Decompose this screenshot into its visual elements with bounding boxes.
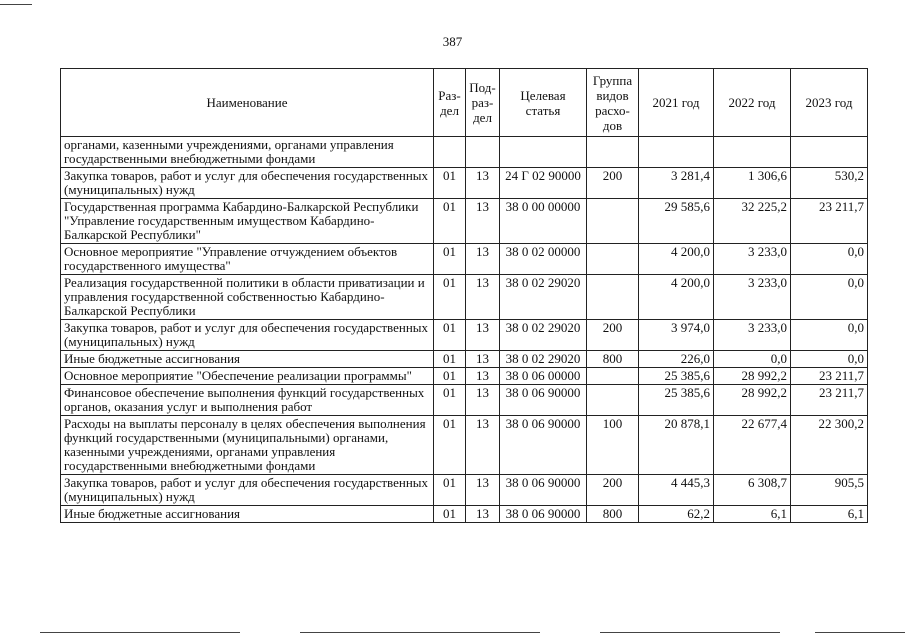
row-section-cell: 01	[434, 368, 466, 385]
row-target-cell: 38 0 06 90000	[500, 475, 587, 506]
table-row	[61, 168, 868, 199]
row-name-cell: Расходы на выплаты персоналу в целях обеспечения выполнения функций государственными (муниципальными) органами, казенными учреждениями, органами управления государственными внебюджетными фондами	[61, 416, 434, 475]
row-target-cell: 38 0 02 29020	[500, 320, 587, 351]
page-number: 387	[442, 34, 463, 49]
row-group-cell: 200	[587, 168, 639, 199]
row-2021-cell: 4 200,0	[639, 275, 714, 320]
row-2023-cell	[791, 137, 868, 168]
table-row	[61, 416, 868, 475]
row-name-cell: Финансовое обеспечение выполнения функций государственных органов, оказания услуг и выполнения работ	[61, 385, 434, 416]
row-name-cell: Государственная программа Кабардино-Балкарской Республики "Управление государственным имуществом Кабардино-Балкарской Республики"	[61, 199, 434, 244]
row-target-cell: 38 0 06 90000	[500, 506, 587, 523]
row-subsection-cell: 13	[466, 199, 500, 244]
table-row	[61, 244, 868, 275]
budget-table	[60, 68, 868, 523]
row-2022-cell: 3 233,0	[714, 244, 791, 275]
table-row	[61, 506, 868, 523]
row-section-cell: 01	[434, 199, 466, 244]
row-subsection-cell: 13	[466, 416, 500, 475]
row-subsection-cell: 13	[466, 244, 500, 275]
row-name-cell: органами, казенными учреждениями, органами управления государственными внебюджетными фондами	[61, 137, 434, 168]
table-row	[61, 137, 868, 168]
row-2021-cell: 3 281,4	[639, 168, 714, 199]
row-2022-cell: 22 677,4	[714, 416, 791, 475]
row-subsection-cell: 13	[466, 385, 500, 416]
row-name-cell: Основное мероприятие "Управление отчуждением объектов государственного имущества"	[61, 244, 434, 275]
row-section-cell: 01	[434, 385, 466, 416]
row-group-cell	[587, 275, 639, 320]
row-target-cell: 38 0 02 29020	[500, 275, 587, 320]
row-2023-cell: 0,0	[791, 275, 868, 320]
row-group-cell	[587, 385, 639, 416]
row-2023-cell: 0,0	[791, 320, 868, 351]
row-target-cell: 38 0 02 00000	[500, 244, 587, 275]
row-section-cell: 01	[434, 506, 466, 523]
row-subsection-cell: 13	[466, 275, 500, 320]
row-2022-cell: 3 233,0	[714, 320, 791, 351]
row-group-cell: 800	[587, 351, 639, 368]
row-name-cell: Закупка товаров, работ и услуг для обеспечения государственных (муниципальных) нужд	[61, 475, 434, 506]
row-target-cell	[500, 137, 587, 168]
row-name-cell: Реализация государственной политики в области приватизации и управления государственной собственностью Кабардино-Балкарской Республики	[61, 275, 434, 320]
row-group-cell	[587, 368, 639, 385]
row-target-cell: 38 0 06 90000	[500, 385, 587, 416]
table-row	[61, 199, 868, 244]
row-2022-cell: 28 992,2	[714, 368, 791, 385]
scan-artifact-top-left	[0, 4, 32, 5]
row-2021-cell: 4 200,0	[639, 244, 714, 275]
row-name-cell: Закупка товаров, работ и услуг для обеспечения государственных (муниципальных) нужд	[61, 320, 434, 351]
row-2021-cell: 62,2	[639, 506, 714, 523]
table-row	[61, 385, 868, 416]
row-section-cell: 01	[434, 416, 466, 475]
row-name-cell: Основное мероприятие "Обеспечение реализации программы"	[61, 368, 434, 385]
row-2022-cell: 6 308,7	[714, 475, 791, 506]
row-target-cell: 38 0 00 00000	[500, 199, 587, 244]
row-2021-cell: 25 385,6	[639, 368, 714, 385]
scan-artifact-bottom	[40, 632, 240, 633]
row-section-cell: 01	[434, 351, 466, 368]
row-target-cell: 38 0 06 90000	[500, 416, 587, 475]
row-2022-cell: 6,1	[714, 506, 791, 523]
row-group-cell: 200	[587, 475, 639, 506]
row-subsection-cell: 13	[466, 320, 500, 351]
header-2022: 2022 год	[714, 69, 791, 137]
row-2021-cell: 4 445,3	[639, 475, 714, 506]
header-row	[61, 69, 868, 137]
row-2021-cell	[639, 137, 714, 168]
header-target: Целевая статья	[500, 69, 587, 137]
row-section-cell: 01	[434, 475, 466, 506]
row-subsection-cell	[466, 137, 500, 168]
row-2023-cell: 530,2	[791, 168, 868, 199]
row-2023-cell: 6,1	[791, 506, 868, 523]
table-body	[61, 137, 868, 523]
row-2022-cell: 28 992,2	[714, 385, 791, 416]
table-row	[61, 351, 868, 368]
row-2023-cell: 0,0	[791, 244, 868, 275]
table-row	[61, 368, 868, 385]
header-subsection: Под-раз-дел	[466, 69, 500, 137]
row-group-cell	[587, 137, 639, 168]
row-2021-cell: 226,0	[639, 351, 714, 368]
row-2023-cell: 23 211,7	[791, 385, 868, 416]
header-2023: 2023 год	[791, 69, 868, 137]
row-subsection-cell: 13	[466, 351, 500, 368]
scan-artifact-bottom-4	[815, 632, 905, 633]
table-row	[61, 475, 868, 506]
row-subsection-cell: 13	[466, 368, 500, 385]
row-target-cell: 38 0 02 29020	[500, 351, 587, 368]
table-row	[61, 275, 868, 320]
row-section-cell	[434, 137, 466, 168]
row-2023-cell: 22 300,2	[791, 416, 868, 475]
row-2021-cell: 20 878,1	[639, 416, 714, 475]
row-name-cell: Иные бюджетные ассигнования	[61, 506, 434, 523]
row-target-cell: 38 0 06 00000	[500, 368, 587, 385]
row-section-cell: 01	[434, 320, 466, 351]
row-group-cell: 800	[587, 506, 639, 523]
row-2023-cell: 23 211,7	[791, 368, 868, 385]
header-section: Раз-дел	[434, 69, 466, 137]
row-2021-cell: 25 385,6	[639, 385, 714, 416]
row-subsection-cell: 13	[466, 475, 500, 506]
row-2021-cell: 3 974,0	[639, 320, 714, 351]
row-2021-cell: 29 585,6	[639, 199, 714, 244]
row-2022-cell	[714, 137, 791, 168]
row-2022-cell: 3 233,0	[714, 275, 791, 320]
row-subsection-cell: 13	[466, 168, 500, 199]
scan-artifact-bottom-2	[300, 632, 540, 633]
row-2023-cell: 0,0	[791, 351, 868, 368]
row-2023-cell: 23 211,7	[791, 199, 868, 244]
row-2022-cell: 0,0	[714, 351, 791, 368]
table-row	[61, 320, 868, 351]
row-group-cell	[587, 244, 639, 275]
row-group-cell: 200	[587, 320, 639, 351]
row-target-cell: 24 Г 02 90000	[500, 168, 587, 199]
scan-artifact-bottom-3	[600, 632, 780, 633]
header-2021: 2021 год	[639, 69, 714, 137]
header-group: Группа видов расхо-дов	[587, 69, 639, 137]
row-section-cell: 01	[434, 244, 466, 275]
row-name-cell: Иные бюджетные ассигнования	[61, 351, 434, 368]
row-2023-cell: 905,5	[791, 475, 868, 506]
header-name: Наименование	[61, 69, 434, 137]
row-subsection-cell: 13	[466, 506, 500, 523]
row-2022-cell: 32 225,2	[714, 199, 791, 244]
row-section-cell: 01	[434, 168, 466, 199]
row-group-cell: 100	[587, 416, 639, 475]
row-2022-cell: 1 306,6	[714, 168, 791, 199]
row-name-cell: Закупка товаров, работ и услуг для обеспечения государственных (муниципальных) нужд	[61, 168, 434, 199]
row-group-cell	[587, 199, 639, 244]
row-section-cell: 01	[434, 275, 466, 320]
